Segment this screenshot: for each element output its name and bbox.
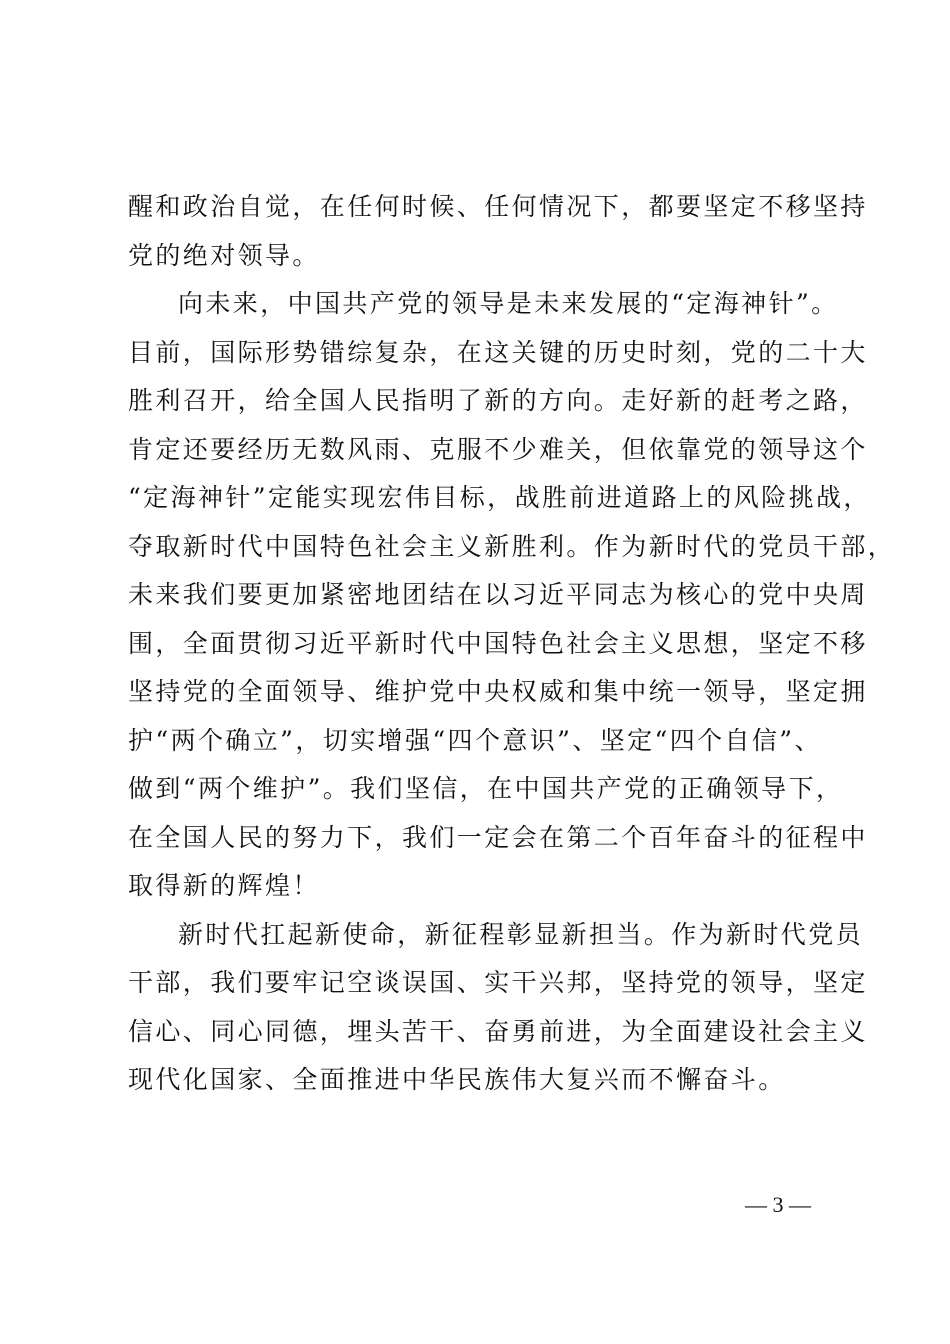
paragraph-first-line: 向未来，中国共产党的领导是未来发展的“定海神针”。	[178, 289, 839, 318]
page-number: — 3 —	[745, 1192, 811, 1217]
text-line: 围，全面贯彻习近平新时代中国特色社会主义思想，坚定不移	[128, 628, 868, 658]
text-line: 目前，国际形势错综复杂，在这关键的历史时刻，党的二十大	[128, 337, 868, 367]
paragraph-first-line: 新时代扛起新使命，新征程彰显新担当。作为新时代党员	[178, 919, 864, 949]
text-line: 取得新的辉煌！	[128, 871, 320, 900]
text-line: 现代化国家、全面推进中华民族伟大复兴而不懈奋斗。	[128, 1065, 786, 1094]
text-line: 信心、同心同德，埋头苦干、奋勇前进，为全面建设社会主义	[128, 1016, 868, 1046]
text-line: 醒和政治自觉，在任何时候、任何情况下，都要坚定不移坚持	[128, 192, 868, 221]
text-line: “定海神针”定能实现宏伟目标，战胜前进道路上的风险挑战，	[128, 483, 871, 512]
text-line: 夺取新时代中国特色社会主义新胜利。作为新时代的党员干部，	[128, 531, 896, 561]
text-line: 党的绝对领导。	[128, 240, 320, 270]
text-line: 未来我们要更加紧密地团结在以习近平同志为核心的党中央周	[128, 580, 868, 609]
text-line: 胜利召开，给全国人民指明了新的方向。走好新的赶考之路，	[128, 386, 868, 415]
text-line: 坚持党的全面领导、维护党中央权威和集中统一领导，坚定拥	[128, 677, 868, 706]
text-line: 做到“两个维护”。我们坚信，在中国共产党的正确领导下，	[128, 774, 844, 803]
text-line: 肯定还要经历无数风雨、克服不少难关，但依靠党的领导这个	[128, 434, 868, 464]
body-text	[128, 183, 896, 1105]
text-line: 护“两个确立”，切实增强“四个意识”、坚定“四个自信”、	[128, 725, 822, 755]
text-line: 在全国人民的努力下，我们一定会在第二个百年奋斗的征程中	[128, 822, 868, 852]
text-line: 干部，我们要牢记空谈误国、实干兴邦，坚持党的领导，坚定	[128, 968, 868, 997]
